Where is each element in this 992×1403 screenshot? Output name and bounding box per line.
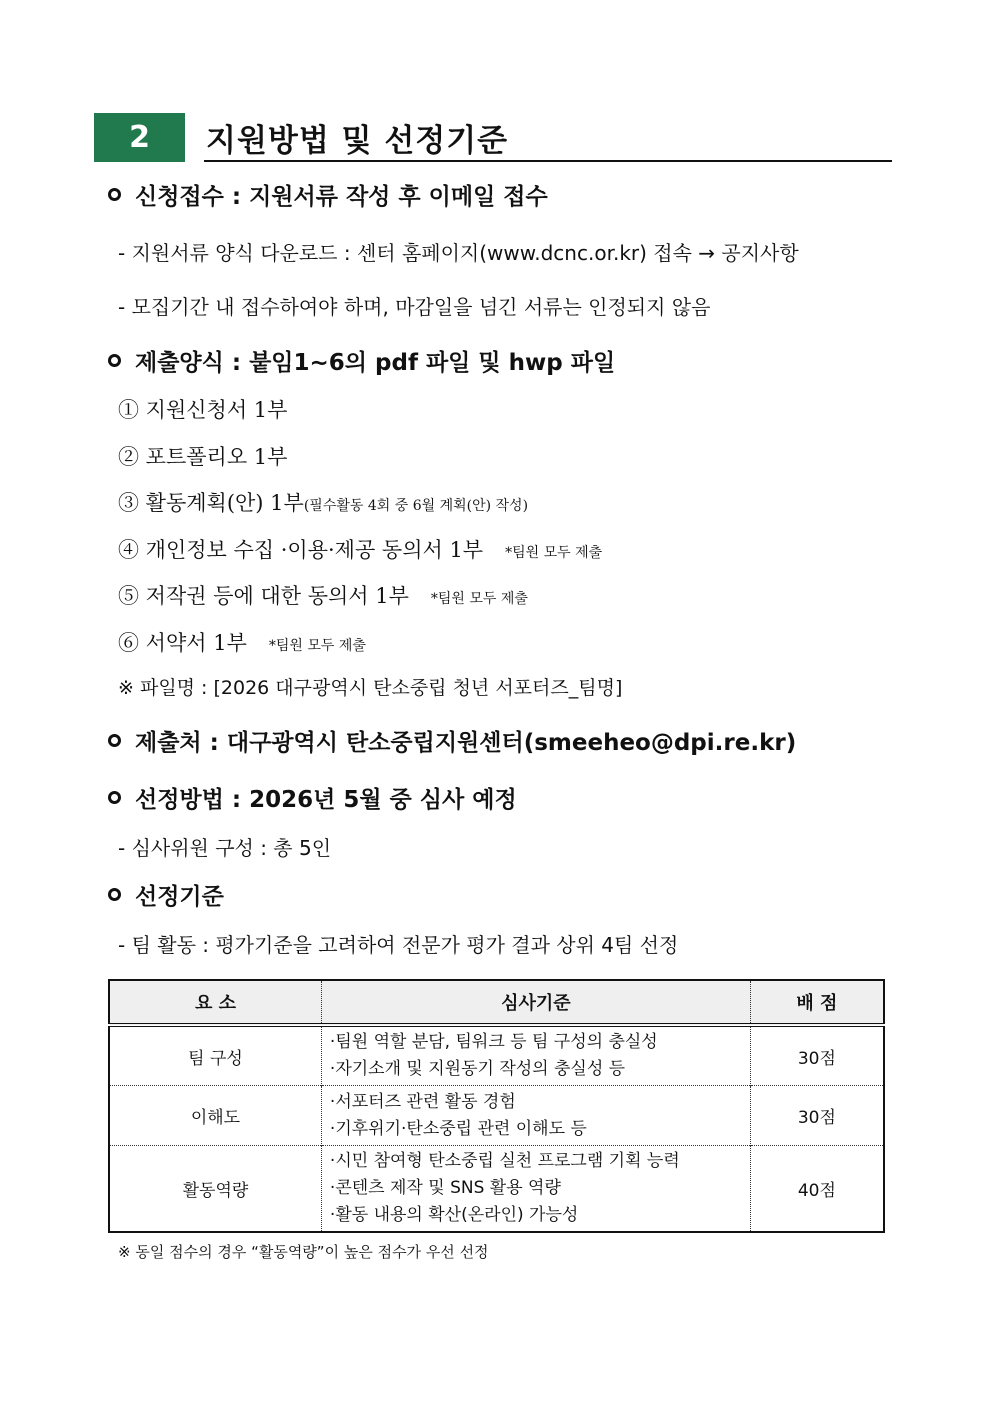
table-row xyxy=(109,1086,884,1146)
score-cell: 40점 xyxy=(750,1146,884,1233)
tie-break-footnote: ※ 동일 점수의 경우 “활동역량”이 높은 점수가 우선 선정 xyxy=(118,1243,489,1261)
submission-format-heading-text: 제출양식 : 붙임1~6의 pdf 파일 및 hwp 파일 xyxy=(135,350,616,376)
table-header-row xyxy=(109,980,884,1025)
document-item-6: ⑥ 서약서 1부 *팀원 모두 제출 xyxy=(118,631,366,655)
selection-method-heading xyxy=(108,781,517,814)
header-score: 배 점 xyxy=(750,980,884,1025)
circle-bullet-icon xyxy=(108,354,121,367)
submission-format-heading xyxy=(108,344,615,377)
selection-criteria-heading-text: 선정기준 xyxy=(135,884,224,910)
circle-bullet-icon xyxy=(108,188,121,201)
document-item-4: ④ 개인정보 수집 ·이용·제공 동의서 1부 *팀원 모두 제출 xyxy=(118,538,603,562)
element-cell: 활동역량 xyxy=(109,1146,321,1233)
application-heading xyxy=(108,178,548,211)
section-header xyxy=(94,113,892,163)
document-item-3: ③ 활동계획(안) 1부(필수활동 4회 중 6월 계획(안) 작성) xyxy=(118,491,529,515)
document-item-2: ② 포트폴리오 1부 xyxy=(118,445,288,469)
section-number-badge: 2 xyxy=(94,113,185,162)
header-element: 요 소 xyxy=(109,980,321,1025)
filename-note: ※ 파일명 : [2026 대구광역시 탄소중립 청년 서포터즈_팀명] xyxy=(118,677,623,699)
section-title: 지원방법 및 선정기준 xyxy=(206,123,509,159)
download-instruction: - 지원서류 양식 다운로드 : 센터 홈페이지(www.dcnc.or.kr) 접속 → 공지사항 xyxy=(118,241,799,265)
application-heading-text: 신청접수 : 지원서류 작성 후 이메일 접수 xyxy=(135,184,548,210)
selection-criteria-heading xyxy=(108,878,224,911)
score-cell: 30점 xyxy=(750,1086,884,1146)
table-row xyxy=(109,1025,884,1086)
document-item-1: ① 지원신청서 1부 xyxy=(118,398,288,422)
criteria-cell: ·시민 참여형 탄소중립 실천 프로그램 기획 능력 ·콘텐츠 제작 및 SNS 활용 역량 ·활동 내용의 확산(온라인) 가능성 xyxy=(321,1146,750,1233)
circle-bullet-icon xyxy=(108,888,121,901)
circle-bullet-icon xyxy=(108,734,121,747)
criteria-cell: ·팀원 역할 분담, 팀워크 등 팀 구성의 충실성 ·자기소개 및 지원동기 작성의 충실성 등 xyxy=(321,1025,750,1086)
team-activity-criteria: - 팀 활동 : 평가기준을 고려하여 전문가 평가 결과 상위 4팀 선정 xyxy=(118,933,679,957)
header-criteria: 심사기준 xyxy=(321,980,750,1025)
criteria-cell: ·서포터즈 관련 활동 경험 ·기후위기·탄소중립 관련 이해도 등 xyxy=(321,1086,750,1146)
selection-method-heading-text: 선정방법 : 2026년 5월 중 심사 예정 xyxy=(135,787,517,813)
score-cell: 30점 xyxy=(750,1025,884,1086)
submit-to-heading-text: 제출처 : 대구광역시 탄소중립지원센터(smeeheo@dpi.re.kr) xyxy=(135,730,797,756)
element-cell: 이해도 xyxy=(109,1086,321,1146)
criteria-table xyxy=(108,979,885,1233)
submit-to-heading xyxy=(108,724,796,757)
document-item-5: ⑤ 저작권 등에 대한 동의서 1부 *팀원 모두 제출 xyxy=(118,584,528,608)
section-underline xyxy=(204,160,892,162)
element-cell: 팀 구성 xyxy=(109,1025,321,1086)
deadline-notice: - 모집기간 내 접수하여야 하며, 마감일을 넘긴 서류는 인정되지 않음 xyxy=(118,295,711,319)
table-row xyxy=(109,1146,884,1233)
circle-bullet-icon xyxy=(108,791,121,804)
judges-info: - 심사위원 구성 : 총 5인 xyxy=(118,836,332,860)
